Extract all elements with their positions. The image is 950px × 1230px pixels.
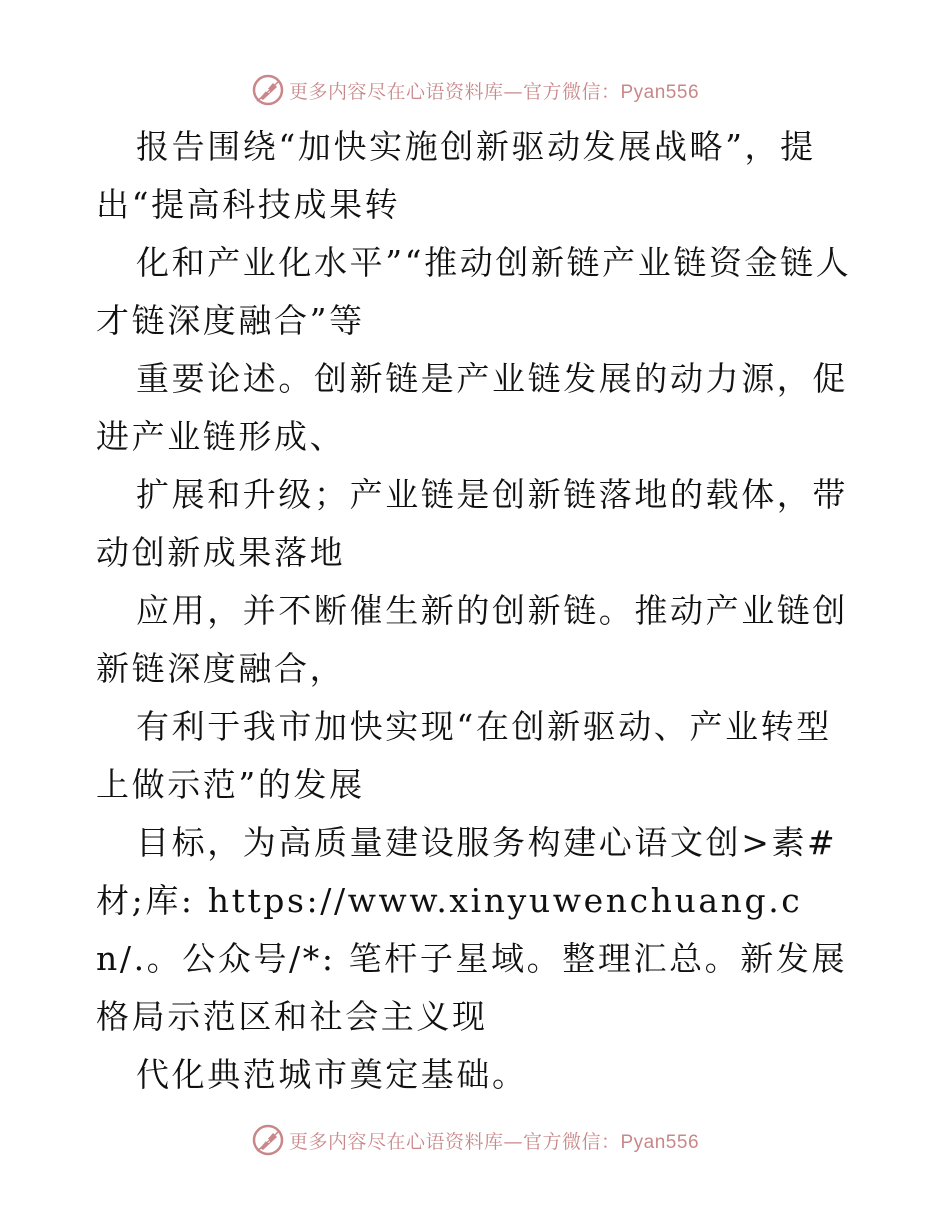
paragraph: 代化典范城市奠定基础。 [136,1055,528,1094]
paragraph: 化和产业化水平”“推动创新链产业链资金链人才链深度融合”等 [96,243,852,340]
banner-wechat-id: Pyan556 [620,1131,700,1153]
header-watermark-banner [0,70,950,110]
paragraph: 重要论述。创新链是产业链发展的动力源，促进产业链形成、 [96,359,848,456]
banner-separator: — [503,80,523,103]
banner-site-text: 更多内容尽在心语资料库 [288,80,504,103]
pen-nib-logo-icon [251,1123,285,1157]
banner-separator: — [503,1130,523,1153]
paragraph: 报告围绕“加快实施创新驱动发展战略”，提出“提高科技成果转 [96,127,816,224]
banner-wechat-label: 官方微信： [522,80,621,103]
document-body [96,118,866,1104]
paragraph: 目标，为高质量建设服务构建心语文创>素#材;库: https://www.xinyuwenchuang.cn/.。公众号/*: 笔杆子星域。整理汇总。新发展格局示范区和社会主义现 [96,823,848,1036]
banner-site-text: 更多内容尽在心语资料库 [288,1130,504,1153]
paragraph: 应用，并不断催生新的创新链。推动产业链创新链深度融合， [96,591,848,688]
paragraph: 扩展和升级；产业链是创新链落地的载体，带动创新成果落地 [96,475,848,572]
paragraph: 有利于我市加快实现“在创新驱动、产业转型上做示范”的发展 [96,707,832,804]
banner-wechat-id: Pyan556 [620,81,700,103]
footer-watermark-banner [0,1120,950,1160]
pen-nib-logo-icon [251,73,285,107]
banner-wechat-label: 官方微信： [522,1130,621,1153]
